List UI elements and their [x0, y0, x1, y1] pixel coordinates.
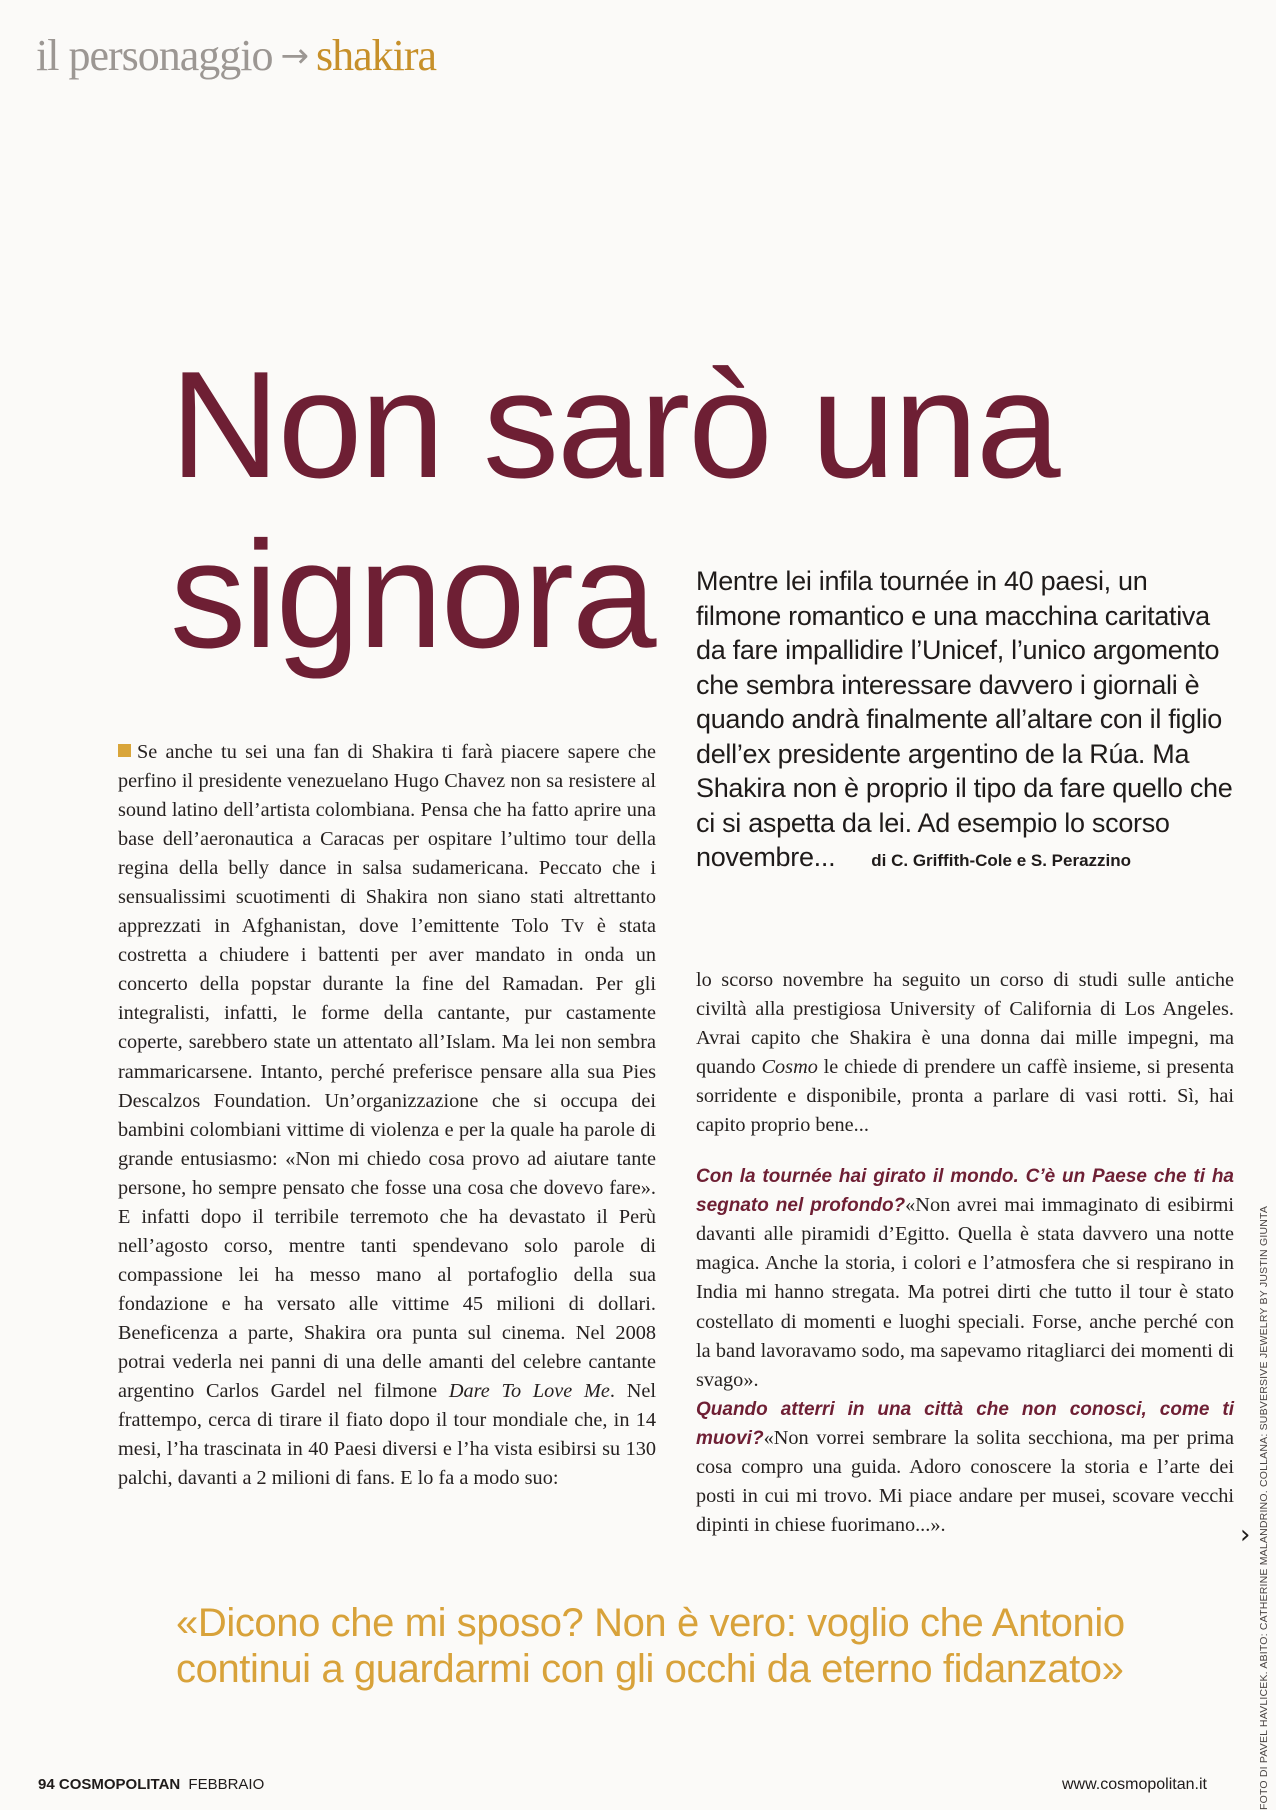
title-line-1: Non sarò una [170, 340, 1059, 510]
answer-1: «Non avrei mai immaginato di esibirmi davanti alle piramidi d’Egitto. Quella è stata davvero una notte magica. Anche la storia, i colori e l’atmosfera che si respirano in India mi hanno stregata. Ma potrei dirti che tutto il tour è stato costellato di momenti e luoghi speciali. Forse, anche perché con la band lavoravamo sodo, ma sapevamo ritagliarci dei momenti di svago». [696, 1194, 1234, 1391]
arrow-right-icon: → [280, 36, 309, 76]
body-column-left [118, 738, 656, 1493]
interview-qa-2 [696, 1395, 1234, 1540]
photo-credit: FOTO DI PAVEL HAVLICEK. ABITO: CATHERINE MALANDRINO. COLLANA: SUBVERSIVE JEWELRY BY JUSTIN GIUNTA [1258, 1205, 1270, 1810]
magazine-name: Cosmo [761, 1056, 818, 1079]
standfirst-text: Mentre lei infila tournée in 40 paesi, un filmone romantico e una macchina caritativa da fare impallidire l’Unicef, l’unico argomento che sembra interessare davvero i giornali è quando andrà finalmente all’altare con il figlio dell’ex presidente argentino de la Rúa. Ma Shakira non è proprio il tipo da fare quello che ci si aspetta da lei. Ad esempio lo scorso novembre... [696, 566, 1233, 872]
body-left-text-a: Se anche tu sei una fan di Shakira ti farà piacere sapere che perfino il presidente venezuelano Hugo Chavez non sa resistere al sound latino dell’artista colombiana. Pensa che ha fatto aprire una base dell’aeronautica a Caracas per ospitare l’ultimo tour della regina della belly dance in salsa sudamericana. Peccato che i sensualissimi scuotimenti di Shakira non siano stati altrettanto apprezzati in Afghanistan, dove l’emittente Tolo Tv è stata costretta a chiudere i battenti per aver mandato in onda un concerto della popstar durante la fine del Ramadan. Per gli integralisti, infatti, le forme della cantante, pur castamente coperte, sarebbero state un attentato all’Islam. Ma lei non sembra rammaricarsene. Intanto, perché preferisce pensare alla sua Pies Descalzos Foundation. Un’organizzazione che si occupa dei bambini colombiani vittime di violenza e per la quale ha parole di grande entusiasmo: «Non mi chiedo cosa provo ad aiutare tante persone, ho sempre pensato che fosse una cosa che dovevo fare». E infatti dopo il terribile terremoto che ha devastato il Perù nell’agosto corso, mentre tanti spendevano solo parole di compassione lei ha messo mano al portafoglio della sua fondazione e ha versato alle vittime 45 milioni di dollari. Beneficenza a parte, Shakira ora punta sul cinema. Nel 2008 potrai vederla nei panni di una delle amanti del celebre cantante argentino Carlos Gardel nel filmone [118, 741, 656, 1403]
title-line-2: signora [170, 510, 655, 680]
byline: di C. Griffith-Cole e S. Perazzino [871, 851, 1132, 870]
section-crumb: il personaggio [36, 31, 273, 80]
body-left-text-b: . Nel frattempo, cerca di tirare il fiato dopo il tour mondiale che, in 14 mesi, l’ha trascinata in 40 Paesi diversi e l’ha vista esibirsi su 130 palchi, davanti a 2 milioni di fans. E lo fa a modo suo: [118, 1380, 656, 1490]
website-url: www.cosmopolitan.it [1062, 1776, 1207, 1793]
page-number: 94 [38, 1776, 55, 1793]
pull-quote: «Dicono che mi sposo? Non è vero: voglio che Antonio continui a guardarmi con gli occhi da eterno fidanzato» [176, 1601, 1125, 1691]
question-1: Con la tournée hai girato il mondo. C’è un Paese che ti ha segnato nel profondo? [696, 1166, 1234, 1217]
question-2: Quando atterri in una città che non conosci, come ti muovi? [696, 1398, 1234, 1449]
footer-folio [38, 1776, 264, 1793]
magazine-title: COSMOPOLITAN [58, 1776, 181, 1793]
section-header [36, 30, 436, 81]
standfirst [696, 564, 1236, 879]
film-title: Dare To Love Me [448, 1380, 610, 1403]
answer-2: «Non vorrei sembrare la solita secchiona, ma per prima cosa compro una guida. Adoro conoscere la storia e l’arte dei posti in cui mi trovo. Mi piace andare per musei, scovare vecchi dipinti in chiese fuorimano...». [696, 1426, 1234, 1536]
continue-arrow-icon: › [1240, 1520, 1251, 1550]
body-column-right [696, 966, 1234, 1540]
section-topic: shakira [316, 31, 437, 80]
interview-qa-1 [696, 1162, 1234, 1394]
square-bullet-icon [118, 744, 131, 757]
body-right-intro: lo scorso novembre ha seguito un corso di studi sulle antiche civiltà alla prestigiosa University of California di Los Angeles. Avrai capito che Shakira è una donna dai mille impegni, ma quando Cosmo le chiede di prendere un caffè insieme, si presenta sorridente e disponibile, pronta a parlare di vasi rotti. Sì, hai capito proprio bene... [696, 969, 1235, 1137]
issue-month: FEBBRAIO [188, 1776, 265, 1793]
